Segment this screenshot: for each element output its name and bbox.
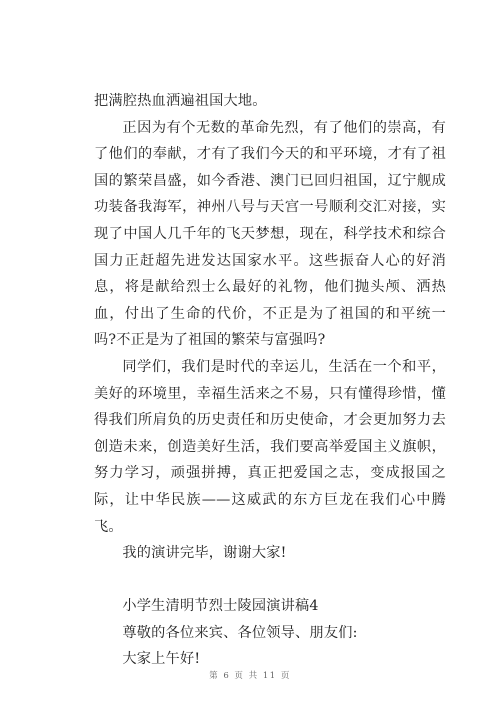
- page-number-footer: 第 6 页 共 11 页: [209, 671, 291, 681]
- paragraph-martyrs-contribution: 正因为有个无数的革命先烈，有了他们的崇高，有了他们的奉献，才有了我们今天的和平环境，才有了祖国的繁荣昌盛，如今香港、澳门已回归祖国，辽宁舰成功装备我海军，神州八号与天宫一号顺利交汇对接，实现了中国人几千年的飞天梦想，现在，科学技术和综合国力正赶超先进发达国家水平。这些振奋人心的好消息，将是献给烈士么最好的礼物，他们抛头颅、洒热血，付出了生命的代价，不正是为了祖国的和平统一吗?不正是为了祖国的繁荣与富强吗?: [94, 119, 446, 349]
- speech-title: 小学生清明节烈士陵园演讲稿4: [122, 598, 319, 615]
- paragraph-closing: 我的演讲完毕，谢谢大家!: [122, 545, 287, 562]
- salutation: 尊敬的各位来宾、各位领导、朋友们:: [122, 624, 358, 641]
- paragraph-students-mission: 同学们，我们是时代的幸运儿，生活在一个和平，美好的环境里，幸福生活来之不易，只有懂得珍惜，懂得我们所肩负的历史责任和历史使命，才会更加努力去创造未来，创造美好生活，我们要高举爱国主义旗帜，努力学习，顽强拼搏，真正把爱国之志，变成报国之际，让中华民族——这威武的东方巨龙在我们心中腾飞。: [94, 358, 446, 535]
- paragraph-continuation: 把满腔热血洒遍祖国大地。: [94, 93, 267, 109]
- greeting: 大家上午好!: [122, 651, 201, 668]
- blank-line: [94, 567, 446, 594]
- document-body: [94, 88, 446, 673]
